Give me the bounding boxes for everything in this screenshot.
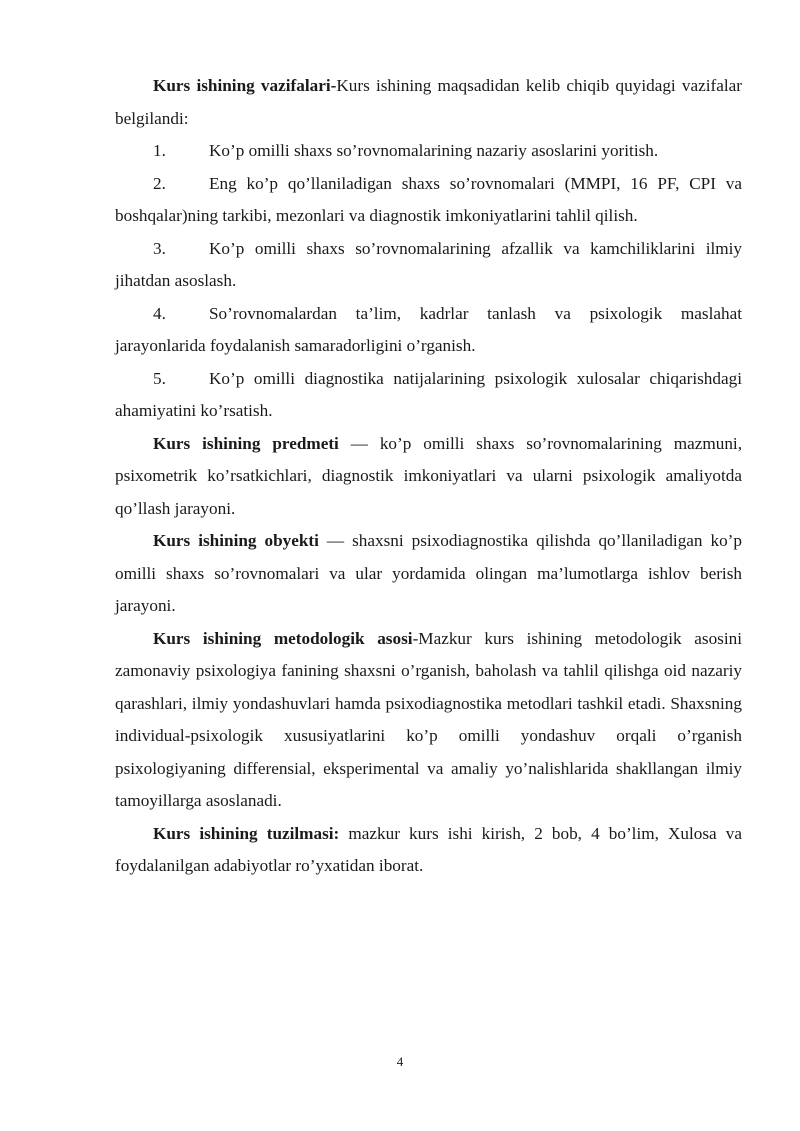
structure-paragraph	[115, 818, 742, 883]
object-heading: Kurs ishining obyekti	[153, 531, 319, 550]
list-item	[115, 233, 742, 298]
tasks-intro: Kurs ishining maqsadidan kelib chiqib quyidagi vazifalar belgilandi:	[115, 76, 743, 128]
structure-text: mazkur kurs ishi kirish, 2 bob, 4 bo’lim, Xulosa va foydalanilgan adabiyotlar ro’yxatidan iborat.	[115, 823, 742, 875]
subject-paragraph	[115, 428, 742, 526]
tasks-paragraph	[115, 70, 742, 135]
list-item	[115, 298, 742, 363]
object-paragraph	[115, 525, 742, 623]
list-item-text: Ko’p omilli diagnostika natijalarining psixologik xulosalar chiqarishdagi ahamiyatini ko’rsatish.	[115, 368, 742, 420]
list-item-number: 2.	[153, 173, 166, 193]
list-item	[115, 363, 742, 428]
list-item-number: 1.	[153, 141, 166, 160]
subject-heading: Kurs ishining predmeti	[153, 433, 339, 453]
tasks-heading: Kurs ishining vazifalari-	[153, 76, 337, 95]
list-item-number: 3.	[153, 238, 166, 258]
page-number: 4	[396, 1054, 404, 1069]
document-body	[115, 70, 742, 883]
list-item-text: So’rovnomalardan ta’lim, kadrlar tanlash va psixologik maslahat jarayonlarida foydalanish samaradorligini o’rganish.	[115, 303, 742, 355]
list-item	[115, 135, 742, 168]
methodology-text: -Mazkur kurs ishining metodologik asosini zamonaviy psixologiya fanining shaxsni o’rganish, baholash va tahlil qilishga oid nazariy qarashlari, ilmiy yondashuvlari hamda psixodiagnostika metodlari tashkil etadi. Shaxsning individual-psixologik xususiyatlarini ko’p omilli yondashuv orqali o’rganish psixologiyaning differensial, eksperimental va amaliy yo’nalishlarida shakllangan ilmiy tamoyillarga asoslanadi.	[115, 628, 742, 810]
structure-heading: Kurs ishining tuzilmasi:	[153, 823, 340, 843]
list-item-number: 5.	[153, 368, 166, 388]
list-item-text: Eng ko’p qo’llaniladigan shaxs so’rovnomalari (MMPI, 16 PF, CPI va boshqalar)ning tarkibi, mezonlari va diagnostik imkoniyatlarini tahlil qilish.	[115, 173, 742, 225]
list-item	[115, 168, 742, 233]
methodology-heading: Kurs ishining metodologik asosi	[153, 628, 413, 648]
object-text: — shaxsni psixodiagnostika qilishda qo’llaniladigan ko’p omilli shaxs so’rovnomalari va ular yordamida olingan ma’lumotlarga ishlov berish jarayoni.	[115, 531, 742, 615]
list-item-text: Ko’p omilli shaxs so’rovnomalarining afzallik va kamchiliklarini ilmiy jihatdan asoslash.	[115, 238, 742, 290]
list-item-number: 4.	[153, 303, 166, 323]
subject-text: — ko’p omilli shaxs so’rovnomalarining mazmuni, psixometrik ko’rsatkichlari, diagnostik imkoniyatlari va ularni psixologik amaliyotda qo’llash jarayoni.	[115, 433, 742, 518]
methodology-paragraph	[115, 623, 742, 818]
list-item-text: Ko’p omilli shaxs so’rovnomalarining nazariy asoslarini yoritish.	[209, 141, 659, 160]
